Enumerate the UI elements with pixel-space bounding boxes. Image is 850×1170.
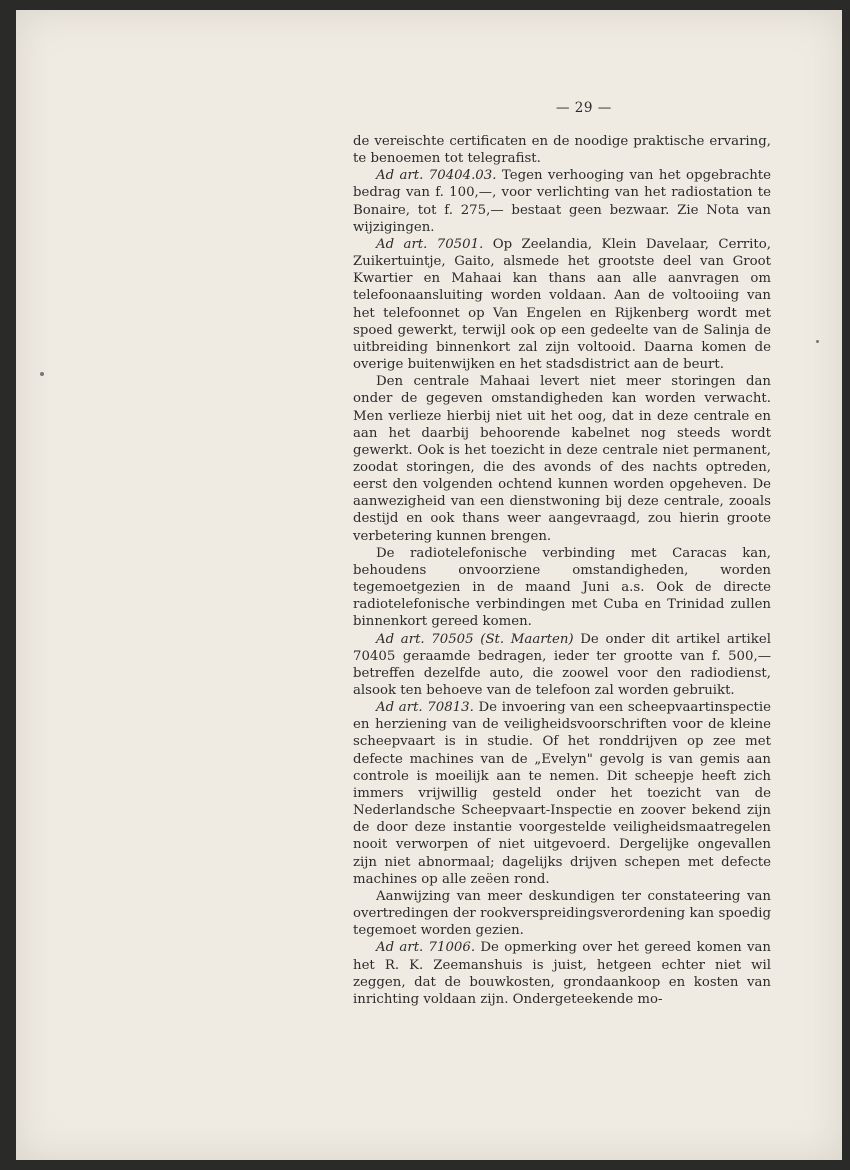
article-reference: Ad art. 70404.03. <box>376 168 497 184</box>
paragraph-art-70404 <box>353 167 771 236</box>
article-reference: Ad art. 70505 (St. Maarten) <box>376 631 574 647</box>
paragraph-text: Tegen verhooging van het opgebrachte bedrag van f. 100,—, voor verlichting van het radiostation te Bonaire, tot f. 275,— bestaat geen bezwaar. Zie Nota van wijzigingen. <box>353 168 771 235</box>
paragraph-text: De radiotelefonische verbinding met Caracas kan, behoudens onvoorziene omstandigheden, worden tegemoetgezien in de maand Juni a.s. Ook de directe radiotelefonische verbindingen met Cuba en Trinidad zullen binnenkort gereed komen. <box>353 545 771 630</box>
paragraph-text: de vereischte certificaten en de noodige praktische ervaring, te benoemen tot telegrafist. <box>353 134 771 167</box>
paragraph-centrale-mahaai <box>353 373 771 545</box>
paragraph-text: De opmerking over het gereed komen van het R. K. Zeemanshuis is juist, hetgeen echter niet wil zeggen, dat de bouwkosten, grondaankoop en kosten van inrichting voldaan zijn. Ondergeteekende mo- <box>353 940 771 1007</box>
paragraph-rookverspreiding <box>353 888 771 939</box>
text-column <box>353 91 771 1008</box>
article-reference: Ad art. 70501. <box>376 236 484 252</box>
margin-speck <box>816 340 819 343</box>
paragraph-radiotelefonie <box>353 545 771 631</box>
paragraph-art-71006 <box>353 939 771 1008</box>
paragraph-text: De invoering van een scheepvaartinspectie en herziening van de veiligheidsvoorschriften voor de kleine scheepvaart is in studie. Of het ronddrijven op zee met defecte machines van de „Evelyn" gevolg is van gemis aan controle is moeilijk aan te nemen. Dit scheepje heeft zich immers vrijwillig gesteld onder het toezicht van de Nederlandsche Scheepvaart-Inspectie en zoover bekend zijn de door deze instantie voorgestelde veiligheidsmaatregelen nooit verworpen of niet uitgevoerd. Dergelijke ongevallen zijn niet abnormaal; dagelijks drijven schepen met defecte machines op alle zeëen rond. <box>353 700 771 887</box>
paragraph-art-70813 <box>353 699 771 888</box>
paragraph-continuation <box>353 133 771 167</box>
paragraph-text: De onder dit artikel artikel 70405 geraamde bedragen, ieder ter grootte van f. 500,— betreffen dezelfde auto, die zoowel voor den radiodienst, alsook ten behoeve van de telefoon zal worden gebruikt. <box>353 631 771 698</box>
article-reference: Ad art. 70813. <box>376 700 474 716</box>
paragraph-text: Den centrale Mahaai levert niet meer storingen dan onder de gegeven omstandigheden kan worden verwacht. Men verlieze hierbij niet uit het oog, dat in deze centrale en aan het daarbij behoorende kabelnet nog steeds wordt gewerkt. Ook is het toezicht in deze centrale niet permanent, zoodat storingen, die des avonds of des nachts optreden, eerst den volgenden ochtend kunnen worden opgeheven. De aanwezigheid van een dienstwoning bij deze centrale, zooals destijd en ook thans weer aangevraagd, zou hierin groote verbetering kunnen brengen. <box>353 374 771 544</box>
page-number: — 29 — <box>556 100 612 116</box>
article-reference: Ad art. 71006. <box>376 940 476 956</box>
paragraph-art-70505 <box>353 631 771 700</box>
paragraph-text: Aanwijzing van meer deskundigen ter constateering van overtredingen der rookverspreidingsverordening kan spoedig tegemoet worden gezien. <box>353 888 771 939</box>
paragraph-art-70501 <box>353 236 771 373</box>
paragraph-text: Op Zeelandia, Klein Davelaar, Cerrito, Zuikertuintje, Gaito, alsmede het grootste deel van Groot Kwartier en Mahaai kan thans aan alle aanvragen om telefoonaansluiting worden voldaan. Aan de voltooiing van het telefoonnet op Van Engelen en Rijkenberg wordt met spoed gewerkt, terwijl ook op een gedeelte van de Salinja de uitbreiding binnenkort zal zijn voltooid. Daarna komen de overige buitenwijken en het stadsdistrict aan de beurt. <box>353 236 771 373</box>
margin-speck <box>40 372 44 376</box>
